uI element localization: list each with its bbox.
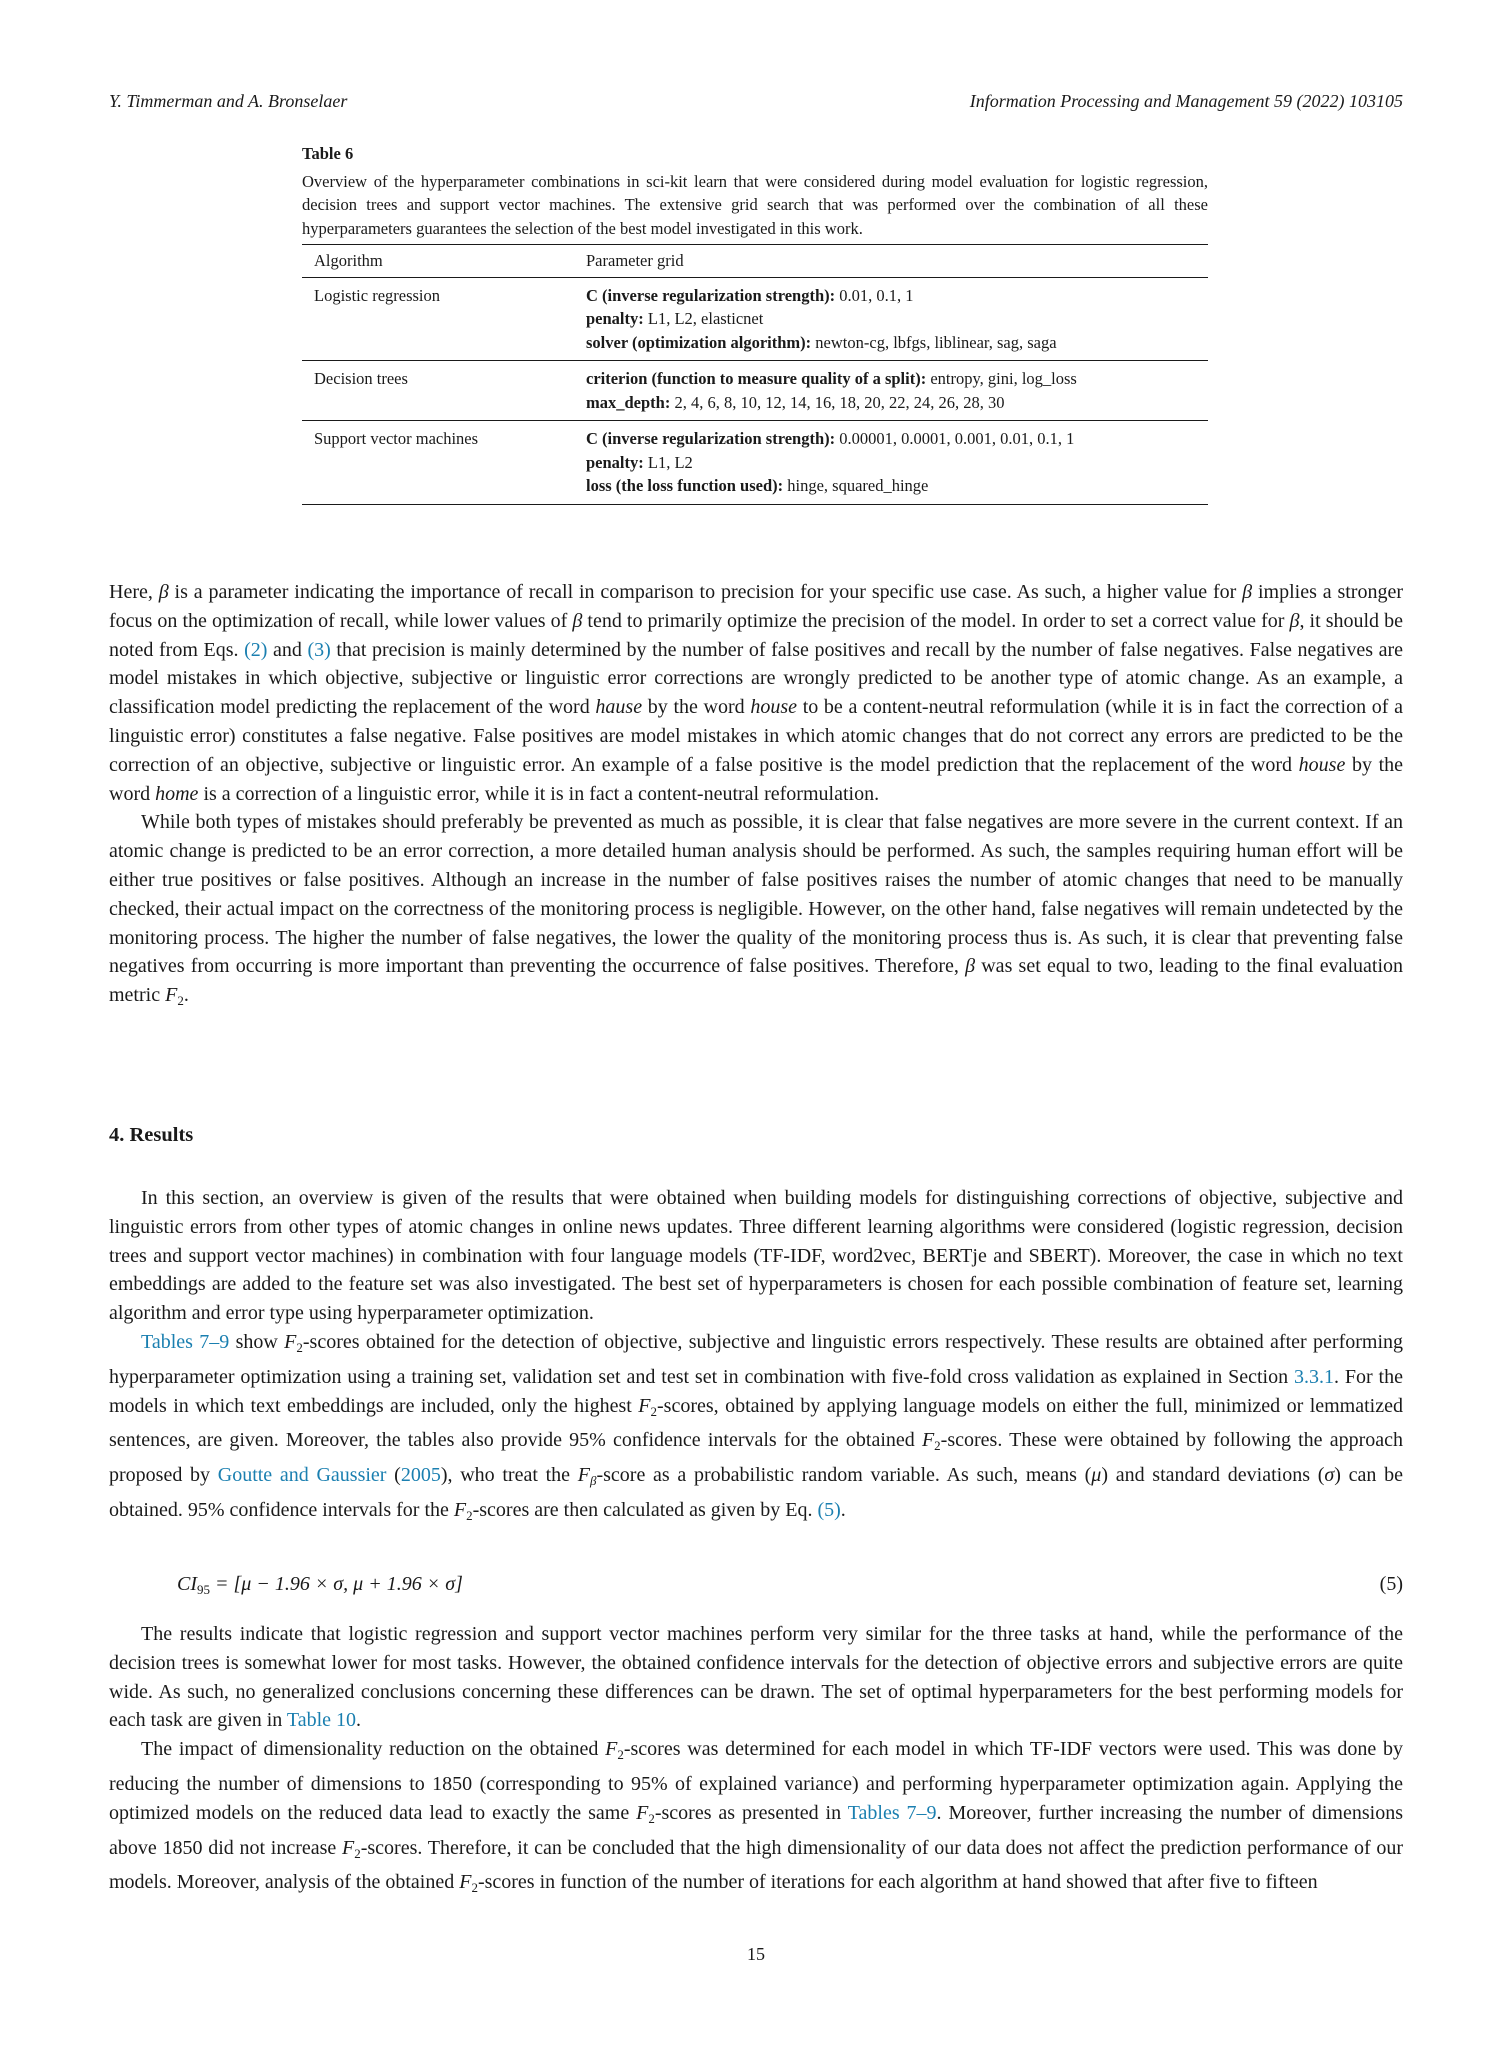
text-run: Here,: [109, 581, 159, 603]
page-number: 15: [747, 1944, 765, 1964]
italic-word: hause: [595, 696, 643, 719]
parameter-grid-cell: [574, 361, 1208, 421]
column-header-parameter-grid: Parameter grid: [574, 245, 1208, 278]
table-label: Table 6: [302, 144, 354, 163]
f-symbol: F: [284, 1330, 297, 1353]
table-row: [302, 361, 1208, 421]
column-header-algorithm: Algorithm: [302, 245, 574, 278]
text-run: .: [183, 984, 189, 1007]
text-run: . Moreover, further increasing the number of dimensions above 1850 did not increase: [109, 1801, 1403, 1859]
table-header-row: [302, 245, 1208, 278]
algorithm-cell: Support vector machines: [302, 421, 574, 505]
param-line: [586, 474, 1196, 498]
text-run: (: [386, 1464, 401, 1487]
text-run: -scores obtained for the detection of objective, subjective and linguistic errors respectively. These results are obtained after performing hyperparameter optimization using a training set, validation set and test set in combination with five-fold cross validation as explained in Section: [109, 1330, 1403, 1388]
parameter-grid-cell: [574, 421, 1208, 505]
italic-word: home: [155, 782, 199, 805]
running-head: [109, 91, 1403, 115]
text-run: .: [356, 1709, 362, 1732]
text-run: -scores in function of the number of iterations for each algorithm at hand showed that after five to fifteen: [477, 1871, 1318, 1894]
body-text-upper: [109, 578, 1403, 1016]
equation-link-3[interactable]: (3): [307, 638, 331, 661]
header-journal: Information Processing and Management 59 (2022) 103105: [969, 91, 1403, 111]
text-run: , it should be noted from Eqs.: [109, 609, 1403, 661]
text-run: is a parameter indicating the importance of recall in comparison to precision for your specific use case. As such, a higher value for: [168, 581, 1243, 603]
section-link[interactable]: 3.3.1: [1294, 1365, 1334, 1388]
param-line: [586, 391, 1196, 415]
parameter-grid-cell: [574, 277, 1208, 361]
text-run: ), who treat the: [440, 1464, 578, 1487]
sigma-symbol: σ: [1324, 1464, 1335, 1487]
param-values: newton-cg, lbfgs, liblinear, sag, saga: [811, 332, 1057, 352]
f-symbol: F: [165, 984, 178, 1007]
text-run: show: [229, 1330, 285, 1353]
algorithm-cell: Decision trees: [302, 361, 574, 421]
f-symbol: F: [577, 1464, 590, 1487]
text-run: -score as a probabilistic random variable. As such, means (: [596, 1464, 1092, 1487]
paragraph-results: [109, 1620, 1403, 1735]
f-symbol: F: [636, 1801, 649, 1824]
text-run: . For the models in which text embeddings are included, only the highest: [109, 1365, 1403, 1417]
body-text-results: [109, 1184, 1403, 1531]
citation-year-link[interactable]: 2005: [400, 1464, 441, 1487]
text-run: ) and standard deviations (: [1101, 1464, 1325, 1487]
body-text-lower: [109, 1620, 1403, 1903]
table-6: [302, 142, 1208, 505]
text-run: was set equal to two, leading to the final evaluation metric: [109, 955, 1404, 1007]
tables-link[interactable]: Tables 7–9: [141, 1330, 230, 1353]
f-symbol: F: [638, 1394, 651, 1417]
subscript: 2: [466, 1507, 473, 1523]
text-run: -scores, obtained by applying language models on either the full, minimized or lemmatized sentences, are given. Moreover, the tables also provide 95% confidence intervals for the obtained: [109, 1394, 1403, 1452]
param-name: C (inverse regularization strength):: [586, 285, 836, 305]
param-name: penalty:: [586, 309, 644, 328]
text-run: and: [267, 638, 308, 661]
f-symbol: F: [342, 1836, 355, 1859]
beta-symbol: β: [965, 955, 976, 978]
text-run: implies a stronger focus on the optimization of recall, while lower values of: [109, 581, 1403, 632]
beta-symbol: β: [158, 581, 169, 603]
equation-number: (5): [1379, 1573, 1403, 1595]
equation-link-5[interactable]: (5): [817, 1498, 841, 1521]
param-name: max_depth:: [586, 392, 671, 412]
text-run: The results indicate that logistic regression and support vector machines perform very similar for the three tasks at hand, while the performance of the decision trees is somewhat lower for most tasks. However, the obtained confidence intervals for the detection of objective errors and subjective errors are quite wide. As such, no generalized conclusions concerning these differences can be drawn. The set of optimal hyperparameters for the best performing models for each task are given in: [109, 1623, 1403, 1732]
param-values: L1, L2: [643, 452, 693, 472]
param-line: [586, 284, 1196, 308]
subscript: 2: [650, 1403, 658, 1419]
text-run: The impact of dimensionality reduction on the obtained: [141, 1738, 606, 1761]
paragraph-tables: [109, 1328, 1403, 1531]
param-line: [586, 451, 1196, 475]
subscript: 2: [471, 1880, 478, 1896]
subscript: 2: [296, 1339, 303, 1355]
beta-symbol: β: [1289, 609, 1300, 632]
citation-link[interactable]: Goutte and Gaussier: [217, 1464, 387, 1487]
text-run: is a correction of a linguistic error, while it is in fact a content-neutral reformulation.: [198, 782, 880, 805]
param-values: entropy, gini, log_loss: [926, 369, 1077, 388]
param-values: 2, 4, 6, 8, 10, 12, 14, 16, 18, 20, 22, 24, 26, 28, 30: [670, 392, 1005, 412]
italic-word: house: [750, 696, 798, 719]
param-line: [586, 427, 1196, 451]
paragraph-mistakes: [109, 808, 1403, 1016]
text-run: tend to primarily optimize the precision of the model. In order to set a correct value for: [582, 609, 1290, 632]
algorithm-cell: Logistic regression: [302, 277, 574, 361]
paragraph-overview: In this section, an overview is given of the results that were obtained when building models for distinguishing corrections of objective, subjective and linguistic errors from other types of atomic changes in online news updates. Three different learning algorithms were considered (logistic regression, decision trees and support vector machines) in combination with four language models (TF-IDF, word2vec, BERTje and SBERT). Moreover, the case in which no text embeddings are added to the feature set was also investigated. The best set of hyperparameters is chosen for each possible combination of feature set, learning algorithm and error type using hyperparameter optimization.: [109, 1187, 1403, 1325]
param-line: [586, 367, 1196, 391]
paragraph-beta: [109, 578, 1403, 808]
table-row: [302, 277, 1208, 361]
section-title: 4. Results: [109, 1124, 194, 1146]
param-name: solver (optimization algorithm):: [586, 332, 812, 352]
param-values: 0.00001, 0.0001, 0.001, 0.01, 0.1, 1: [835, 429, 1075, 448]
param-line: [586, 331, 1196, 355]
italic-word: house: [1298, 753, 1346, 776]
tables-link[interactable]: Tables 7–9: [847, 1801, 937, 1824]
subscript: β: [589, 1473, 597, 1489]
equation-body: [177, 1573, 463, 1598]
subscript: 95: [197, 1582, 210, 1597]
beta-symbol: β: [572, 609, 583, 632]
param-line: [586, 307, 1196, 331]
f-symbol: F: [459, 1871, 472, 1894]
text-run: -scores. These were obtained by following the approach proposed by: [109, 1429, 1403, 1487]
table-caption: Overview of the hyperparameter combinations in sci-kit learn that were considered during model evaluation for logistic regression, decision trees and support vector machines. The extensive grid search that was performed over the combination of all these hyperparameters guarantees the selection of the best model investigated in this work.: [302, 171, 1208, 238]
subscript: 2: [934, 1438, 941, 1454]
param-name: loss (the loss function used):: [586, 476, 784, 495]
text-run: .: [840, 1498, 846, 1521]
f-symbol: F: [605, 1738, 618, 1761]
f-symbol: F: [921, 1429, 935, 1452]
param-name: criterion (function to measure quality of a split):: [586, 369, 927, 388]
text-run: by the word: [109, 753, 1404, 805]
table-row: [302, 421, 1208, 505]
text-run: that precision is mainly determined by the number of false positives and recall by the number of false negatives. False negatives are model mistakes in which objective, subjective or linguistic error corrections are wrongly predicted to be another type of atomic change. As an example, a classification model predicting the replacement of the word: [109, 638, 1403, 719]
text-run: by the word: [642, 696, 751, 719]
equation-5: [109, 1573, 1403, 1603]
subscript: 2: [354, 1845, 361, 1861]
f-symbol: F: [453, 1498, 467, 1521]
text-run: -scores was determined for each model in which TF-IDF vectors were used. This was done by reducing the number of dimensions to 1850 (corresponding to 95% of explained variance) and performing hyperparameter optimization again. Applying the optimized models on the reduced data lead to exactly the same: [109, 1738, 1403, 1824]
paragraph-dimensionality: [109, 1735, 1403, 1903]
param-values: hinge, squared_hinge: [783, 476, 929, 495]
hyperparameter-table: [302, 244, 1208, 505]
text-run: -scores are then calculated as given by Eq.: [472, 1498, 818, 1521]
subscript: 2: [648, 1810, 655, 1826]
text-run: While both types of mistakes should preferably be prevented as much as possible, it is clear that false negatives are more severe in the current context. If an atomic change is predicted to be an error correction, a more detailed human analysis should be performed. As such, the samples requiring human effort will be either true positives or false positives. Although an increase in the number of false positives raises the number of atomic changes that need to be manually checked, their actual impact on the correctness of the monitoring process is negligible. However, on the other hand, false negatives will remain undetected by the monitoring process. The higher the number of false negatives, the lower the quality of the monitoring process thus is. As such, it is clear that preventing false negatives from occurring is more important than preventing the occurrence of false positives. Therefore,: [109, 811, 1403, 978]
param-values: 0.01, 0.1, 1: [835, 285, 914, 305]
equation-link-2[interactable]: (2): [244, 638, 268, 661]
equation-rhs: = [μ − 1.96 × σ, μ + 1.96 × σ]: [210, 1573, 463, 1595]
text-run: to be a content-neutral reformulation (while it is in fact the correction of a linguistic error) constitutes a false negative. False positives are model mistakes in which atomic changes that do not correct any errors are predicted to be the correction of an objective, subjective or linguistic error. An example of a false positive is the model prediction that the replacement of the word: [109, 696, 1404, 776]
param-name: penalty:: [586, 452, 644, 472]
text-run: -scores as presented in: [654, 1801, 848, 1824]
header-authors: Y. Timmerman and A. Bronselaer: [109, 91, 348, 111]
beta-symbol: β: [1242, 581, 1253, 603]
subscript: 2: [177, 993, 184, 1009]
param-values: L1, L2, elasticnet: [643, 309, 764, 328]
equation-lhs: CI: [177, 1573, 197, 1595]
param-name: C (inverse regularization strength):: [586, 429, 836, 448]
table-10-link[interactable]: Table 10: [286, 1709, 357, 1732]
subscript: 2: [617, 1747, 624, 1763]
text-run: ) can be obtained. 95% confidence intervals for the: [109, 1464, 1403, 1521]
text-run: -scores. Therefore, it can be concluded that the high dimensionality of our data does not affect the prediction performance of our models. Moreover, analysis of the obtained: [109, 1836, 1403, 1894]
mu-symbol: μ: [1091, 1464, 1102, 1487]
section-heading-block: [109, 1121, 1403, 1150]
